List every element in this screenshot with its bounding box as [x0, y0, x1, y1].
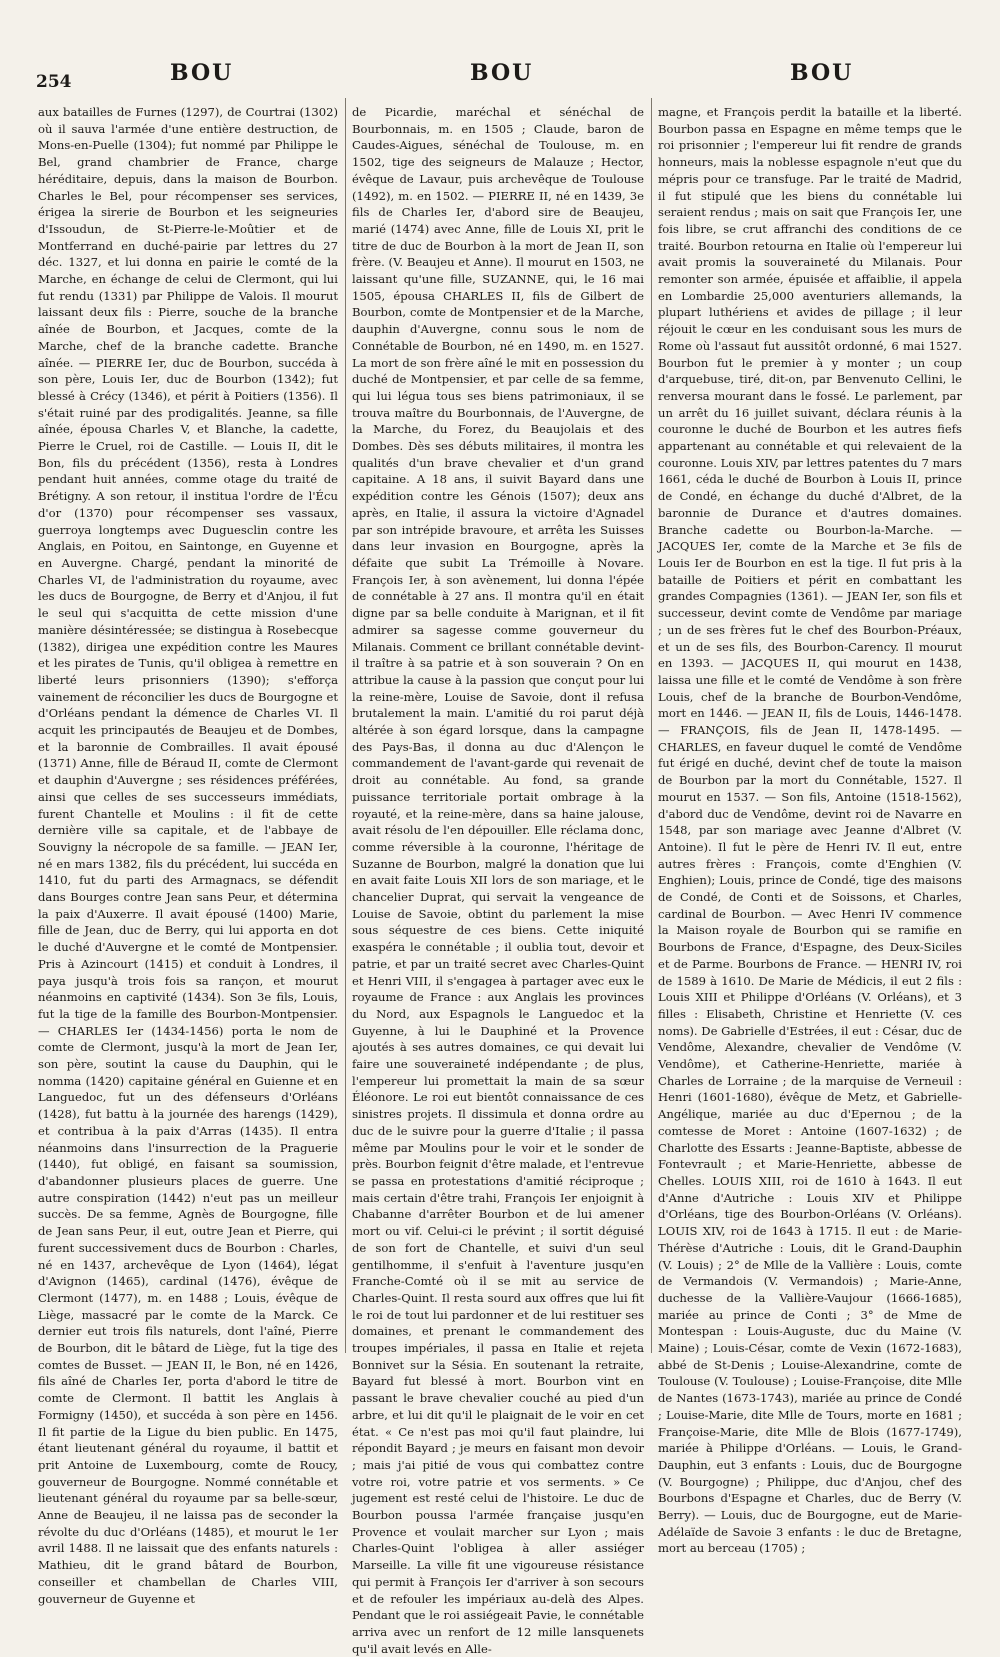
column-rule-left [345, 98, 346, 1353]
text-column-1 [38, 104, 338, 1606]
column-rule-right [651, 98, 652, 1353]
column-2-text: de Picardie, maréchal et sénéchal de Bourbonnais, m. en 1505 ; Claude, baron de Caudes-Aigues, sénéchal de Toulouse, m. en 1502, tige des seigneurs de Malauze ; Hector, évêque de Lavaur, puis archevêque de Toulouse (1492), m. en 1502. — PIERRE II, né en 1439, 3e fils de Charles Ier, d'abord sire de Beaujeu, marié (1474) avec Anne, fille de Louis XI, prit le titre de duc de Bourbon à la mort de Jean II, son frère. (V. Beaujeu et Anne). Il mourut en 1503, ne laissant qu'une fille, SUZANNE, qui, le 16 mai 1505, épousa CHARLES II, fils de Gilbert de Bourbon, comte de Montpensier et de la Marche, dauphin d'Auvergne, connu sous le nom de Connétable de Bourbon, né en 1490, m. en 1527. La mort de son frère aîné le mit en possession du duché de Montpensier, et par celle de sa femme, qui lui légua tous ses biens patrimoniaux, il se trouva maître du Bourbonnais, de l'Auvergne, de la Marche, du Forez, du Beaujolais et des Dombes. Dès ses débuts militaires, il montra les qualités d'un brave chevalier et d'un grand capitaine. A 18 ans, il suivit Bayard dans une expédition contre les Génois (1507); deux ans après, en Italie, il assura la victoire d'Agnadel par son intrépide bravoure, et arrêta les Suisses dans leur invasion en Bourgogne, après la défaite que subit La Trémoille à Novare. François Ier, à son avènement, lui donna l'épée de connétable à 27 ans. Il montra qu'il en était digne par sa belle conduite à Marignan, et il fit admirer sa sagesse comme gouverneur du Milanais. Comment ce brillant connétable devint-il traître à sa patrie et à son souverain ? On en attribue la cause à la passion que conçut pour lui la reine-mère, Louise de Savoie, dont il refusa brutalement la main. L'amitié du roi parut déjà altérée à son égard lorsque, dans la campagne des Pays-Bas, il donna au duc d'Alençon le commandement de l'avant-garde qui revenait de droit au connétable. Au fond, sa grande puissance territoriale portait ombrage à la royauté, et la reine-mère, dans sa haine jalouse, avait résolu de l'en dépouiller. Elle réclama donc, comme réversible à la couronne, l'héritage de Suzanne de Bourbon, malgré la donation que lui en avait faite Louis XII lors de son mariage, et le chancelier Duprat, qui servait la vengeance de Louise de Savoie, obtint du parlement la mise sous séquestre de ces biens. Cette iniquité exaspéra le connétable ; il oublia tout, devoir et patrie, et par un traité secret avec Charles-Quint et Henri VIII, il s'engagea à partager avec eux le royaume de France : aux Anglais les provinces du Nord, aux Espagnols le Languedoc et la Guyenne, à lui le Dauphiné et la Provence ajoutés à ses autres domaines, ce qui devait lui faire une souveraineté indépendante ; de plus, l'empereur lui promettait la main de sa sœur Éléonore. Le roi eut bientôt connaissance de ces sinistres projets. Il dissimula et donna ordre au duc de le suivre pour la guerre d'Italie ; il passa même par Moulins pour le voir et le sonder de près. Bourbon feignit d'être malade, et l'entrevue se passa en protestations d'amitié réciproque ; mais certain d'être trahi, François Ier enjoignit à Chabanne d'arrêter Bourbon et de lui amener mort ou vif. Celui-ci le prévint ; il sortit déguisé de son fort de Chantelle, et suivi d'un seul gentilhomme, il s'enfuit à l'aventure jusqu'en Franche-Comté où il se mit au service de Charles-Quint. Il resta sourd aux offres que lui fit le roi de tout lui pardonner et de lui restituer ses domaines, et prenant le commandement des troupes impériales, il passa en Italie et rejeta Bonnivet sur la Sésia. En soutenant la retraite, Bayard fut blessé à mort. Bourbon vint en passant le brave chevalier couché au pied d'un arbre, et lui dit qu'il le plaignait de le voir en cet état. « Ce n'est pas moi qu'il faut plaindre, lui répondit Bayard ; je meurs en faisant mon devoir ; mais j'ai pitié de vous qui combattez contre votre roi, votre patrie et vos serments. » Ce jugement est resté celui de l'histoire. Le duc de Bourbon poussa l'armée française jusqu'en Provence et voulait marcher sur Lyon ; mais Charles-Quint l'obligea à aller assiéger Marseille. La ville fit une vigoureuse résistance qui permit à François Ier d'arriver à son secours et de refouler les impériaux au-delà des Alpes. Pendant que le roi assiégeait Pavie, le connétable arriva avec un renfort de 12 mille lansquenets qu'il avait levés en Alle- [352, 105, 644, 1656]
column-1-text: aux batailles de Furnes (1297), de Courtrai (1302) où il sauva l'armée d'une entière destruction, de Mons-en-Puelle (1304); fut nommé par Philippe le Bel, grand chambrier de France, charge héréditaire, depuis, dans la maison de Bourbon. Charles le Bel, pour récompenser ses services, érigea la sirerie de Bourbon et les seigneuries d'Issoudun, de St-Pierre-le-Moûtier et de Montferrand en duché-pairie par lettres du 27 déc. 1327, et lui donna en pairie le comté de la Marche, en échange de celui de Clermont, qui lui fut rendu (1331) par Philippe de Valois. Il mourut laissant deux fils : Pierre, souche de la branche aînée de Bourbon, et Jacques, comte de la Marche, chef de la branche cadette. Branche aînée. — PIERRE Ier, duc de Bourbon, succéda à son père, Louis Ier, duc de Bourbon (1342); fut blessé à Crécy (1346), et périt à Poitiers (1356). Il s'était ruiné par des prodigalités. Jeanne, sa fille aînée, épousa Charles V, et Blanche, la cadette, Pierre le Cruel, roi de Castille. — Louis II, dit le Bon, fils du précédent (1356), resta à Londres pendant huit années, comme otage du traité de Brétigny. A son retour, il institua l'ordre de l'Écu d'or (1370) pour récompenser ses vassaux, guerroya longtemps avec Duguesclin contre les Anglais, en Poitou, en Saintonge, en Guyenne et en Auvergne. Chargé, pendant la minorité de Charles VI, de l'administration du royaume, avec les ducs de Bourgogne, de Berry et d'Anjou, il fut le seul qui s'acquitta de cette mission d'une manière désintéressée; se distingua à Rosebecque (1382), dirigea une expédition contre les Maures et les pirates de Tunis, qu'il obligea à remettre en liberté leurs prisonniers (1390); s'efforça vainement de réconcilier les ducs de Bourgogne et d'Orléans pendant la démence de Charles VI. Il acquit les principautés de Beaujeu et de Dombes, et la baronnie de Combrailles. Il avait épousé (1371) Anne, fille de Béraud II, comte de Clermont et dauphin d'Auvergne ; ses résidences préférées, ainsi que celles de ses successeurs immédiats, furent Chantelle et Moulins : il fit de cette dernière ville sa capitale, et de l'abbaye de Souvigny la nécropole de sa famille. — JEAN Ier, né en mars 1382, fils du précédent, lui succéda en 1410, fut du parti des Armagnacs, se défendit dans Bourges contre Jean sans Peur, et détermina la paix d'Auxerre. Il avait épousé (1400) Marie, fille de Jean, duc de Berry, qui lui apporta en dot le duché d'Auvergne et le comté de Montpensier. Pris à Azincourt (1415) et conduit à Londres, il paya jusqu'à trois fois sa rançon, et mourut néanmoins en captivité (1434). Son 3e fils, Louis, fut la tige de la famille des Bourbon-Montpensier. — CHARLES Ier (1434-1456) porta le nom de comte de Clermont, jusqu'à la mort de Jean Ier, son père, soutint la cause du Dauphin, qui le nomma (1420) capitaine général en Guienne et en Languedoc, fut un des défenseurs d'Orléans (1428), fut battu à la journée des harengs (1429), et contribua à la paix d'Arras (1435). Il entra néanmoins dans l'insurrection de la Praguerie (1440), fut obligé, en faisant sa soumission, d'abandonner plusieurs places de guerre. Une autre conspiration (1442) n'eut pas un meilleur succès. De sa femme, Agnès de Bourgogne, fille de Jean sans Peur, il eut, outre Jean et Pierre, qui furent successivement ducs de Bourbon : Charles, né en 1437, archevêque de Lyon (1464), légat d'Avignon (1465), cardinal (1476), évêque de Clermont (1477), m. en 1488 ; Louis, évêque de Liège, massacré par le comte de la Marck. Ce dernier eut trois fils naturels, dont l'aîné, Pierre de Bourbon, dit le bâtard de Liège, fut la tige des comtes de Busset. — JEAN II, le Bon, né en 1426, fils aîné de Charles Ier, porta d'abord le titre de comte de Clermont. Il battit les Anglais à Formigny (1450), et succéda à son père en 1456. Il fit partie de la Ligue du bien public. En 1475, étant lieutenant général du royaume, il battit et prit Antoine de Luxembourg, comte de Roucy, gouverneur de Bourgogne. Nommé connétable et lieutenant général du royaume par sa belle-sœur, Anne de Beaujeu, il ne laissa pas de seconder la révolte du duc d'Orléans (1485), et mourut le 1er avril 1488. Il ne laissait que des enfants naturels : Mathieu, dit le grand bâtard de Bourbon, conseiller et chambellan de Charles VIII, gouverneur de Guyenne et [38, 105, 338, 1606]
running-head-center: BOU [470, 60, 534, 86]
column-3-text: magne, et François perdit la bataille et la liberté. Bourbon passa en Espagne en même temps que le roi prisonnier ; l'empereur lui fit rendre de grands honneurs, mais la noblesse espagnole n'eut que du mépris pour ce transfuge. Par le traité de Madrid, il fut stipulé que les biens du connétable lui seraient rendus ; mais on sait que François Ier, une fois libre, se crut affranchi des conditions de ce traité. Bourbon retourna en Italie où l'empereur lui avait promis la souveraineté du Milanais. Pour remonter son armée, épuisée et affaiblie, il appela en Lombardie 25,000 aventuriers allemands, la plupart luthériens et avides de pillage ; il leur réjouit le cœur en les conduisant sous les murs de Rome où l'assaut fut aussitôt ordonné, 6 mai 1527. Bourbon fut le premier à y monter ; un coup d'arquebuse, tiré, dit-on, par Benvenuto Cellini, le renversa mourant dans le fossé. Le parlement, par un arrêt du 16 juillet suivant, déclara réunis à la couronne le duché de Bourbon et les autres fiefs appartenant au connétable et qui relevaient de la couronne. Louis XIV, par lettres patentes du 7 mars 1661, céda le duché de Bourbon à Louis II, prince de Condé, en échange du duché d'Albret, de la baronnie de Durance et d'autres domaines. Branche cadette ou Bourbon-la-Marche. — JACQUES Ier, comte de la Marche et 3e fils de Louis Ier de Bourbon en est la tige. Il fut pris à la bataille de Poitiers et périt en combattant les grandes Compagnies (1361). — JEAN Ier, son fils et successeur, devint comte de Vendôme par mariage ; un de ses frères fut le chef des Bourbon-Préaux, et un de ses fils, des Bourbon-Carency. Il mourut en 1393. — JACQUES II, qui mourut en 1438, laissa une fille et le comté de Vendôme à son frère Louis, chef de la branche de Bourbon-Vendôme, mort en 1446. — JEAN II, fils de Louis, 1446-1478. — FRANÇOIS, fils de Jean II, 1478-1495. — CHARLES, en faveur duquel le comté de Vendôme fut érigé en duché, devint chef de toute la maison de Bourbon par la mort du Connétable, 1527. Il mourut en 1537. — Son fils, Antoine (1518-1562), d'abord duc de Vendôme, devint roi de Navarre en 1548, par son mariage avec Jeanne d'Albret (V. Antoine). Il fut le père de Henri IV. Il eut, entre autres frères : François, comte d'Enghien (V. Enghien); Louis, prince de Condé, tige des maisons de Condé, de Conti et de Soissons, et Charles, cardinal de Bourbon. — Avec Henri IV commence la Maison royale de Bourbon qui se ramifie en Bourbons de France, d'Espagne, des Deux-Siciles et de Parme. Bourbons de France. — HENRI IV, roi de 1589 à 1610. De Marie de Médicis, il eut 2 fils : Louis XIII et Philippe d'Orléans (V. Orléans), et 3 filles : Elisabeth, Christine et Henriette (V. ces noms). De Gabrielle d'Estrées, il eut : César, duc de Vendôme, Alexandre, chevalier de Vendôme (V. Vendôme), et Catherine-Henriette, mariée à Charles de Lorraine ; de la marquise de Verneuil : Henri (1601-1680), évêque de Metz, et Gabrielle-Angélique, mariée au duc d'Epernou ; de la comtesse de Moret : Antoine (1607-1632) ; de Charlotte des Essarts : Jeanne-Baptiste, abbesse de Fontevrault ; et Marie-Henriette, abbesse de Chelles. LOUIS XIII, roi de 1610 à 1643. Il eut d'Anne d'Autriche : Louis XIV et Philippe d'Orléans, tige des Bourbon-Orléans (V. Orléans). LOUIS XIV, roi de 1643 à 1715. Il eut : de Marie-Thérèse d'Autriche : Louis, dit le Grand-Dauphin (V. Louis) ; 2° de Mlle de la Vallière : Louis, comte de Vermandois (V. Vermandois) ; Marie-Anne, duchesse de la Vallière-Vaujour (1666-1685), mariée au prince de Conti ; 3° de Mme de Montespan : Louis-Auguste, duc du Maine (V. Maine) ; Louis-César, comte de Vexin (1672-1683), abbé de St-Denis ; Louise-Alexandrine, comte de Toulouse (V. Toulouse) ; Louise-Françoise, dite Mlle de Nantes (1673-1743), mariée au prince de Condé ; Louise-Marie, dite Mlle de Tours, morte en 1681 ; Françoise-Marie, dite Mlle de Blois (1677-1749), mariée à Philippe d'Orléans. — Louis, le Grand-Dauphin, eut 3 enfants : Louis, duc de Bourgogne (V. Bourgogne) ; Philippe, duc d'Anjou, chef des Bourbons d'Espagne et Charles, duc de Berry (V. Berry). — Louis, duc de Bourgogne, eut de Marie-Adélaïde de Savoie 3 enfants : le duc de Bretagne, mort au berceau (1705) ; [658, 105, 963, 1556]
text-column-3 [658, 104, 963, 1556]
text-column-2 [352, 104, 644, 1656]
page-number: 254 [36, 72, 72, 92]
running-head-left: BOU [170, 60, 234, 86]
running-head-right: BOU [790, 60, 854, 86]
